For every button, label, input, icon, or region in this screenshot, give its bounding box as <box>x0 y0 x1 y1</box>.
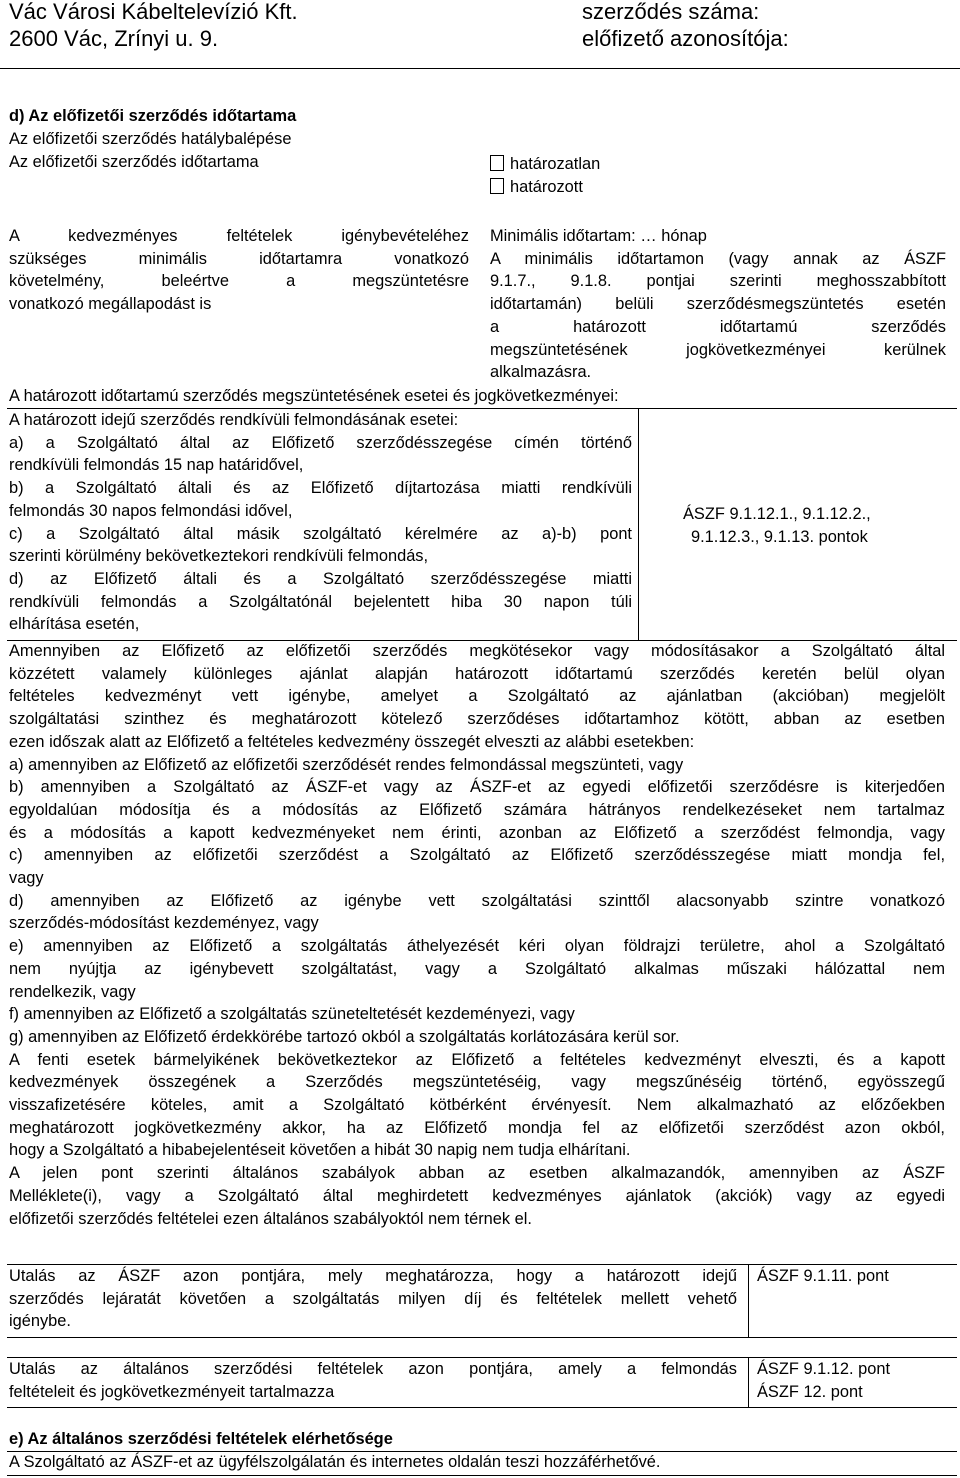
section-e-text: A Szolgáltató az ÁSZF-et az ügyfélszolgálatán és internetes oldalán teszi hozzáférhetővé. <box>9 1453 661 1471</box>
termination-reference-value-2: ÁSZF 12. pont <box>757 1383 863 1401</box>
discount-loss-text: Amennyiben az Előfizető az előfizetői szerződés megkötésekor vagy módosításakor a Szolgáltató által közzétett valamely különleges ajánlat alapján határozott időtartamú szerződés keretén belül olyan feltételes kedvezményt vett igénybe, amelyet a Szolgáltató az ajánlatban (akcióban) megjelölt szolgáltatási szinthez és meghatározott kötelező szerződéses időtartamhoz kötött, abban az esetben ezen időszak alatt az Előfizető a feltételes kedvezmény összegét elveszti az alábbi esetekben: a) amennyiben az Előfizető az előfizetői szerződését rendes felmondással megszünteti, vagy b) amennyiben a Szolgáltató az ÁSZF-et vagy az ÁSZF-et az egyedi előfizetői szerződésre is kiterjedően egyoldalúan módosítja és a módosítás az Előfizető számára hátrányos rendelkezéseket nem tartalmaz és a módosítás a kapott kedvezményeket nem érinti, azonban az Előfizető a szerződést felmondja, vagy c) amennyiben az előfizetői szerződést a Szolgáltató az Előfizető szerződésszegése miatt mondja fel, vagy d) amennyiben az Előfizető az igénybe vett szolgáltatási szinttől alacsonyabb szintre vonatkozó szerződés-módosítást kezdeményez, vagy e) amennyiben az Előfizető a szolgáltatás áthelyezését kéri olyan földrajzi területre, ahol a Szolgáltató nem nyújtja az igénybevett szolgáltatást, vagy a Szolgáltató alkalmas műszaki hálózattal nem rendelkezik, vagy f) amennyiben az Előfizető a szolgáltatás szüneteltetését kezdeményezi, vagy g) amennyiben az Előfizető érdekkörébe tartozó okból a szolgáltatás korlátozására kerül sor. A fenti esetek bármelyikének bekövetkeztekor az Előfizető a feltételes kedvezményt elveszti, és a kapott kedvezmények összegének a Szerződés megszüntetéséig, vagy megszűnéséig történő, egyösszegű visszafizetésére köteles, amit a Szolgáltató kötbérként érvényesít. Nem alkalmazható az előzőekben meghatározott jogkövetkezmény akkor, ha az Előfizető mondja fel az előfizetői szerződést azon okból, hogy a Szolgáltató a hibabejelentéseit követően a hibát 30 napig nem tudja elhárítani. A jelen pont szerinti általános szabályok abban az esetben alkalmazandók, amennyiben az ÁSZF Melléklete(i), vagy a Szolgáltató által meghirdetett kedvezményes ajánlatok (akciók) vagy az egyedi előfizetői szerződés feltételei ezen általános szabályoktól nem térnek el. <box>9 642 945 1228</box>
consequences-title: A határozott időtartamú szerződés megszüntetésének esetei és jogkövetkezményei: <box>9 387 619 405</box>
checkbox-icon <box>490 178 504 194</box>
termination-row-bottom <box>7 1407 957 1408</box>
company-address: 2600 Vác, Zrínyi u. 9. <box>9 26 219 51</box>
expiry-row-divider <box>748 1264 749 1337</box>
expiry-reference-value: ÁSZF 9.1.11. pont <box>757 1267 889 1285</box>
termination-reference-2: 9.1.12.3., 9.1.13. pontok <box>691 528 868 546</box>
company-name: Vác Városi Kábeltelevízió Kft. <box>9 0 298 24</box>
duration-label: Az előfizetői szerződés időtartama <box>9 153 259 171</box>
termination-row-divider <box>748 1357 749 1407</box>
minimal-duration-text: Minimális időtartam: … hónap A minimális időtartamon (vagy annak az ÁSZF 9.1.7., 9.1.8. pontjai szerinti meghosszabbított időtartamán) belüli szerződésmegszüntetés esetén a határozott időtartamú szerződés megszüntetésének jogkövetkezményei kerülnek alkalmazásra. <box>490 227 946 382</box>
checkbox-icon <box>490 155 504 171</box>
subscriber-id-label: előfizető azonosítója: <box>582 26 789 51</box>
termination-table-divider <box>638 408 639 640</box>
section-d-title: d) Az előfizetői szerződés időtartama <box>9 107 297 125</box>
effective-date-label: Az előfizetői szerződés hatálybalépése <box>9 130 292 148</box>
minimal-requirement-text: A kedvezményes feltételek igénybevételéhez szükséges minimális időtartamra vonatkozó követelmény, beleértve a megszüntetésre vonatkozó megállapodást is <box>9 227 469 314</box>
expiry-row-bottom <box>7 1337 957 1338</box>
expiry-reference-text: Utalás az ÁSZF azon pontjára, mely meghatározza, hogy a határozott idejű szerződés lejáratát követően a szolgáltatás milyen díj és feltételek mellett vehető igénybe. <box>9 1267 737 1331</box>
termination-reference-text: Utalás az általános szerződési feltételek azon pontjára, amely a felmondás feltételeit és jogkövetkezményeit tartalmazza <box>9 1360 737 1401</box>
contract-number-label: szerződés száma: <box>582 0 760 24</box>
termination-reference-value-1: ÁSZF 9.1.12. pont <box>757 1360 891 1378</box>
termination-cases: A határozott idejű szerződés rendkívüli felmondásának esetei: a) a Szolgáltató által az Előfizető szerződésszegése címén történő rendkívüli felmondás 15 nap határidővel, b) a Szolgáltató általi és az Előfizető díjtartozása miatti rendkívüli felmondás 30 napos felmondási idővel, c) a Szolgáltató által másik szolgáltató kérelmére az a)-b) pont szerinti körülmény bekövetkeztekori rendkívüli felmondás, d) az Előfizető általi és a Szolgáltató szerződésszegése miatti rendkívüli felmondás a Szolgáltatónál bejelentett hiba 30 napon túli elhárítása esetén, <box>9 411 632 634</box>
section-e-title: e) Az általános szerződési feltételek elérhetősége <box>9 1430 393 1448</box>
section-e-bottom <box>7 1475 957 1476</box>
header-divider <box>0 68 960 69</box>
option-indefinite[interactable]: határozatlan <box>490 153 600 176</box>
termination-reference-1: ÁSZF 9.1.12.1., 9.1.12.2., <box>683 505 871 523</box>
option-definite[interactable]: határozott <box>490 176 583 199</box>
